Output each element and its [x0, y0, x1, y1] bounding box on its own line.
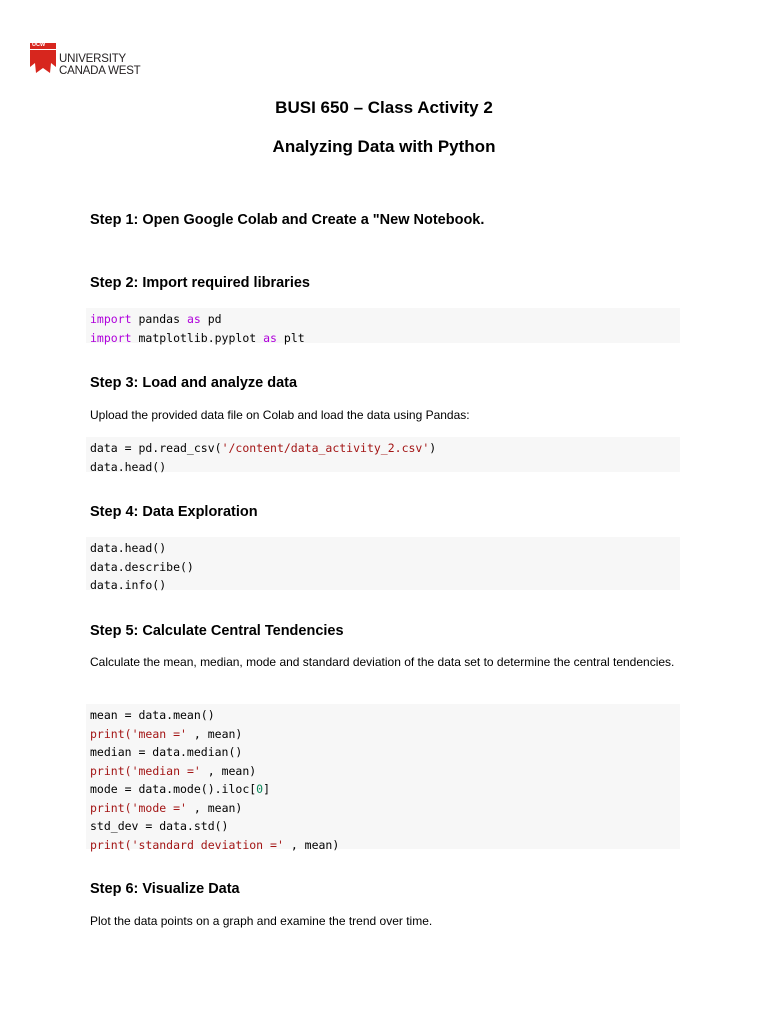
code-token: mean = data.mean() [90, 708, 215, 722]
code-line [90, 576, 676, 595]
code-line [90, 780, 676, 799]
step-4-code-block [86, 537, 680, 590]
code-token: , mean) [186, 726, 243, 741]
code-line [90, 458, 676, 477]
code-token: std_dev = data.std() [90, 819, 229, 833]
step-3-heading: Step 3: Load and analyze data [90, 375, 298, 391]
code-token: , mean) [200, 763, 257, 778]
code-token: pd [200, 312, 222, 326]
code-token: import [90, 330, 132, 345]
code-token: data.describe() [90, 559, 194, 574]
logo-line-university: UNIVERSITY [59, 53, 127, 65]
step-6-text: Plot the data points on a graph and examine the trend over time. [90, 914, 433, 928]
code-token: ] [263, 782, 271, 796]
code-token: mode = data.mode().iloc[ [90, 782, 257, 796]
code-token: print [90, 763, 125, 778]
code-token: print [90, 726, 125, 741]
code-line [90, 725, 676, 744]
code-token: pandas [131, 312, 187, 326]
code-token: 'mean =' [131, 726, 187, 741]
code-token: plt [276, 330, 305, 345]
step-5-heading: Step 5: Calculate Central Tendencies [90, 623, 344, 639]
code-line [90, 539, 676, 558]
step-6-heading: Step 6: Visualize Data [90, 881, 240, 897]
logo-mark-text: UCW [32, 42, 46, 48]
document-subtitle: Analyzing Data with Python [272, 137, 496, 156]
code-line [90, 706, 676, 725]
code-token: '/content/data_activity_2.csv' [221, 441, 430, 455]
code-token: data = pd.read_csv( [90, 441, 222, 455]
code-token: ( [124, 837, 132, 852]
code-line [90, 558, 676, 577]
code-token: as [186, 312, 201, 326]
logo-line-canada-west: CANADA WEST [59, 65, 141, 77]
step-2-heading: Step 2: Import required libraries [90, 275, 310, 291]
step-5-text: Calculate the mean, median, mode and standard deviation of the data set to determine the central tendencies. [90, 655, 675, 669]
document-title: BUSI 650 – Class Activity 2 [275, 98, 493, 117]
code-line [90, 817, 676, 836]
university-logo [30, 43, 170, 83]
code-token: data.head() [90, 459, 167, 474]
code-token: ) [429, 441, 437, 455]
step-3-code-block [86, 437, 680, 472]
step-1-heading: Step 1: Open Google Colab and Create a "New Notebook. [90, 212, 485, 228]
code-line [90, 836, 676, 855]
code-token: median = data.median() [90, 745, 243, 759]
code-token: data.head() [90, 541, 167, 555]
code-token: ( [124, 800, 132, 815]
step-5-code-block [86, 704, 680, 852]
logo-wordmark [59, 53, 141, 77]
code-token: 'median =' [131, 763, 201, 778]
code-line [90, 439, 676, 458]
code-line [90, 310, 676, 329]
code-token: 'mode =' [131, 800, 187, 815]
code-token: matplotlib.pyplot [131, 330, 264, 345]
code-line [90, 743, 676, 762]
code-token: 'standard deviation =' [131, 837, 284, 852]
code-token: data.info() [90, 578, 167, 592]
step-4-heading: Step 4: Data Exploration [90, 504, 258, 520]
code-token: , mean) [186, 800, 243, 815]
code-token: ( [124, 726, 132, 741]
code-token: , mean) [283, 837, 340, 852]
code-line [90, 762, 676, 781]
code-token: print [90, 800, 125, 815]
step-3-text: Upload the provided data file on Colab and load the data using Pandas: [90, 408, 470, 422]
code-token: import [90, 312, 132, 326]
code-token: as [263, 330, 277, 345]
code-token: print [90, 837, 125, 852]
step-2-code-block [86, 308, 680, 343]
code-line [90, 329, 676, 348]
code-token: 0 [256, 782, 264, 796]
code-line [90, 799, 676, 818]
code-token: ( [124, 763, 132, 778]
